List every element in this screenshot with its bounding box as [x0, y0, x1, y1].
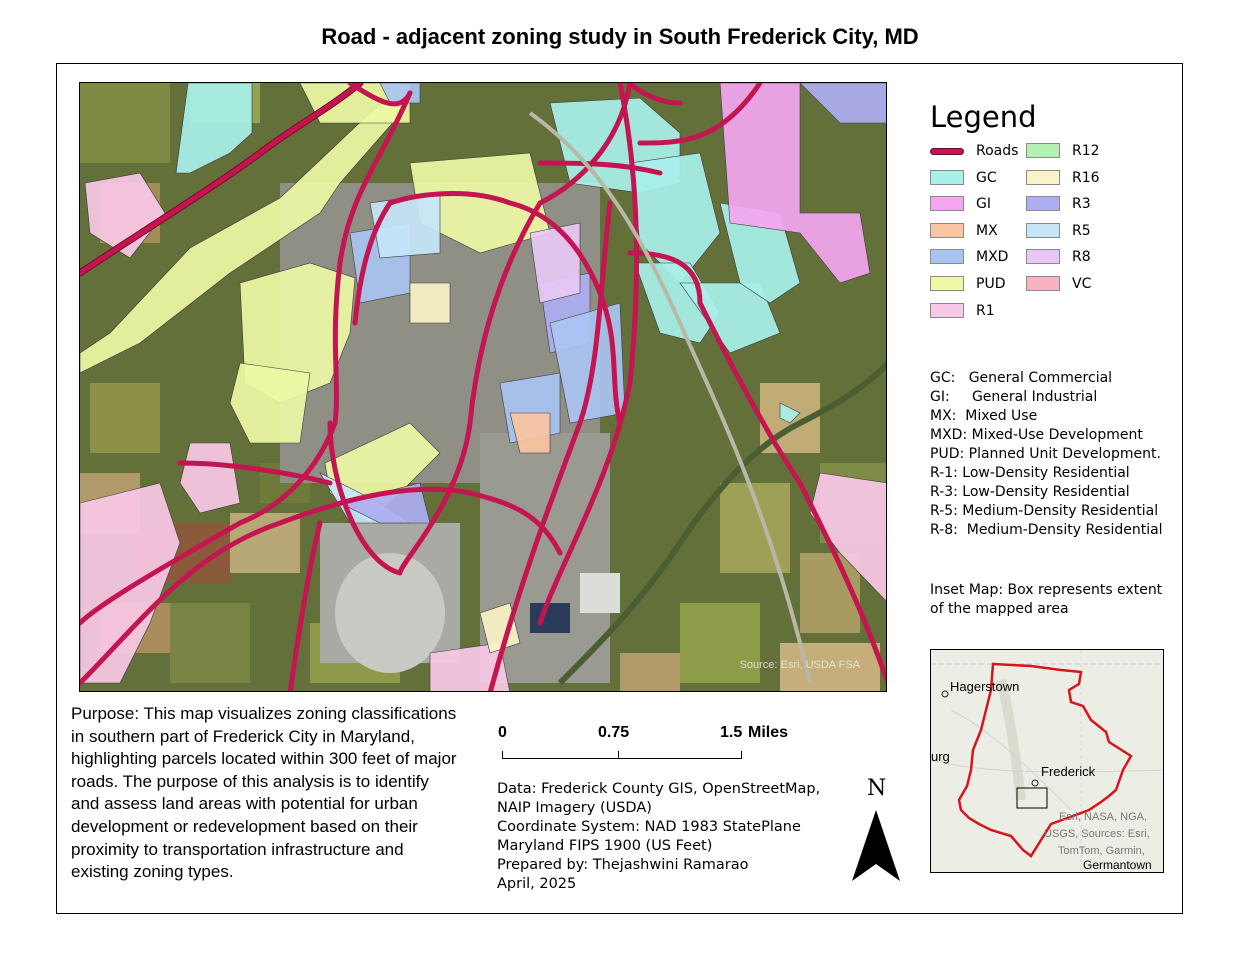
definition-line: R-5: Medium-Density Residential [930, 503, 1159, 519]
legend-swatch-r1 [930, 303, 964, 318]
scale-tick [502, 751, 503, 759]
map-metadata [497, 780, 820, 894]
info-line: Data: Frederick County GIS, OpenStreetMap, [497, 781, 821, 797]
inset-credit-line: TomTom, Garmin, [1058, 845, 1145, 857]
legend-swatch-mxd [930, 249, 964, 264]
zoning-definitions [930, 369, 1163, 540]
scale-tick [741, 751, 742, 759]
imagery-source-note: Source: Esri, USDA FSA [739, 659, 860, 671]
legend-item-gi [930, 196, 1020, 214]
legend-title: Legend [930, 100, 1037, 134]
legend-item-mx [930, 223, 1020, 241]
definition-line: PUD: Planned Unit Development. [930, 446, 1161, 462]
definition-line: R-3: Low-Density Residential [930, 484, 1130, 500]
scale-label-mid: 0.75 [598, 724, 630, 741]
legend-swatch-r8 [1026, 249, 1060, 264]
legend-label: R16 [1072, 170, 1100, 186]
legend-item-r1 [930, 303, 1020, 321]
legend-swatch-gc [930, 170, 964, 185]
legend-label: GC [976, 170, 997, 186]
legend-label: VC [1072, 276, 1092, 292]
info-line: NAIP Imagery (USDA) [497, 800, 652, 816]
map-title: Road - adjacent zoning study in South Frederick City, MD [321, 24, 919, 49]
legend-swatch-r3 [1026, 196, 1060, 211]
legend-item-mxd [930, 249, 1020, 267]
inset-label-partial: urg [931, 749, 950, 764]
inset-map[interactable] [930, 649, 1164, 873]
definition-line: R-8: Medium-Density Residential [930, 522, 1163, 538]
scale-tick [618, 751, 619, 759]
info-line: Coordinate System: NAD 1983 StatePlane [497, 819, 801, 835]
inset-label-hagerstown: Hagerstown [950, 679, 1020, 694]
north-arrow [852, 776, 900, 884]
legend-item-r3 [1026, 196, 1116, 214]
legend-item-r8 [1026, 249, 1116, 267]
legend-swatch-r12 [1026, 143, 1060, 158]
legend-label: Roads [976, 143, 1019, 159]
legend-label: R3 [1072, 196, 1091, 212]
legend-label: R12 [1072, 143, 1100, 159]
legend-swatch-vc [1026, 276, 1060, 291]
scale-label-0: 0 [498, 724, 507, 741]
main-map[interactable] [79, 82, 887, 692]
legend-label: MX [976, 223, 998, 239]
scale-unit: Miles [748, 724, 789, 741]
legend-item-r5 [1026, 223, 1116, 241]
legend-item-vc [1026, 276, 1116, 294]
definition-line: MXD: Mixed-Use Development [930, 427, 1143, 443]
legend-item-r16 [1026, 170, 1116, 188]
legend-swatch-roads [930, 148, 964, 155]
legend-label: GI [976, 196, 991, 212]
purpose-text: Purpose: This map visualizes zoning classifications in southern part of Frederick City in Maryland, highlighting parcels located within 300 feet of major roads. The purpose of this analysis is to identify and assess land areas with potential for urban development or redevelopment based on their proximity to transportation infrastructure and existing zoning types. [71, 704, 457, 882]
north-label: N [867, 776, 887, 801]
legend-swatch-pud [930, 276, 964, 291]
inset-label-germantown: Germantown [1083, 858, 1152, 872]
legend-swatch-mx [930, 223, 964, 238]
legend-item-roads [930, 143, 1020, 161]
legend-swatch-gi [930, 196, 964, 211]
info-line: April, 2025 [497, 876, 577, 892]
legend-item-gc [930, 170, 1020, 188]
definition-line: GI: General Industrial [930, 389, 1098, 405]
definition-line: GC: General Commercial [930, 370, 1113, 386]
scale-bar [498, 724, 798, 764]
legend-item-r12 [1026, 143, 1116, 161]
info-line: Maryland FIPS 1900 (US Feet) [497, 838, 713, 854]
definition-line: R-1: Low-Density Residential [930, 465, 1130, 481]
legend-label: R8 [1072, 249, 1091, 265]
definition-line: MX: Mixed Use [930, 408, 1038, 424]
scale-line [502, 758, 742, 759]
inset-note: Inset Map: Box represents extent of the mapped area [930, 582, 1163, 617]
info-line: Prepared by: Thejashwini Ramarao [497, 857, 749, 873]
legend-label: R5 [1072, 223, 1091, 239]
legend-label: R1 [976, 303, 995, 319]
legend-item-pud [930, 276, 1020, 294]
inset-label-frederick: Frederick [1041, 764, 1096, 779]
inset-credit-line: USGS, Sources: Esri, [1044, 828, 1150, 840]
legend-label: MXD [976, 249, 1009, 265]
map-canvas [80, 83, 887, 692]
inset-credit-line: Esri, NASA, NGA, [1059, 811, 1148, 823]
legend-label: PUD [976, 276, 1006, 292]
legend-swatch-r5 [1026, 223, 1060, 238]
scale-label-end: 1.5 [720, 724, 743, 741]
legend-swatch-r16 [1026, 170, 1060, 185]
